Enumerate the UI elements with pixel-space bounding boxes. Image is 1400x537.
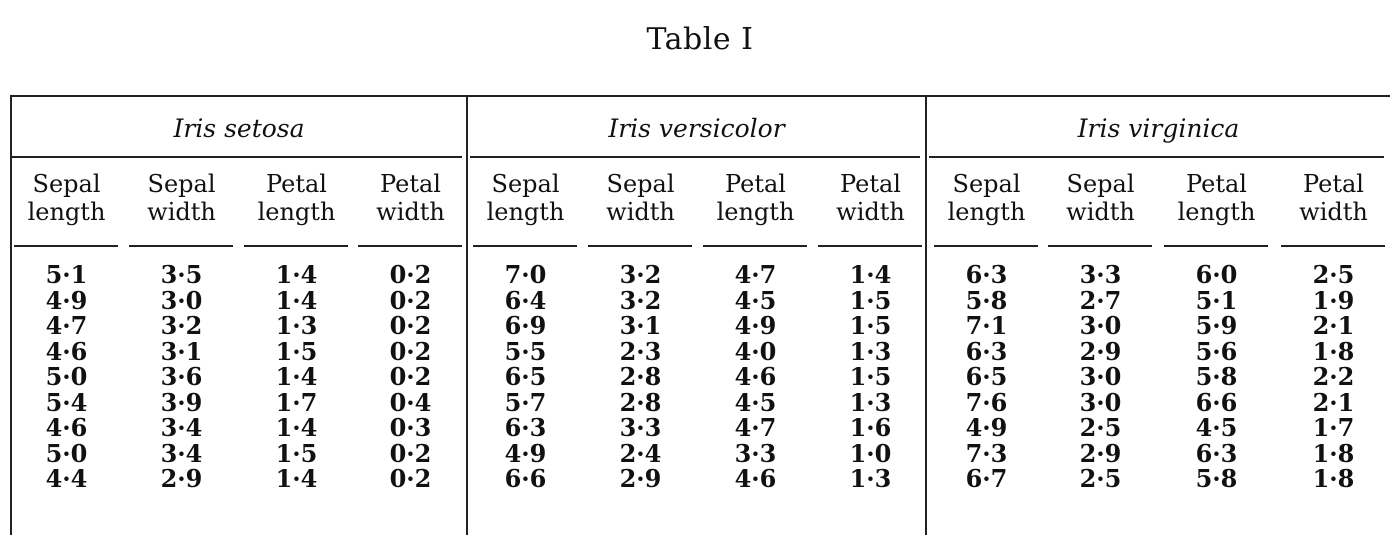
column-header-line: Sepal <box>606 170 675 198</box>
table-cell: 3·3 <box>734 438 777 468</box>
table-cell: 6·3 <box>965 336 1008 366</box>
table-cell: 1·0 <box>849 438 892 468</box>
column-header <box>1044 170 1157 226</box>
table-cell: 4·6 <box>734 464 777 493</box>
column-header-line: Sepal <box>491 170 560 198</box>
table-cell: 1·3 <box>849 387 892 417</box>
group-underline <box>929 156 1384 158</box>
table-cell: 6·9 <box>504 311 547 340</box>
table-cell: 4·7 <box>734 260 777 289</box>
data-column <box>469 262 582 492</box>
table-cell: 4·9 <box>45 285 88 315</box>
column-header-line: Petal <box>840 170 901 198</box>
data-column <box>584 262 697 492</box>
column-header <box>584 170 697 226</box>
table-cell: 0·2 <box>389 336 432 366</box>
group-underline <box>470 156 920 158</box>
table-cell: 3·3 <box>619 413 662 442</box>
table-cell: 6·3 <box>1195 438 1238 468</box>
group-header-setosa: Iris setosa <box>173 113 305 143</box>
column-header <box>930 170 1043 226</box>
table-cell: 1·5 <box>849 362 892 391</box>
table-cell: 2·8 <box>619 362 662 391</box>
column-header-line: Petal <box>266 170 327 198</box>
table-cell: 1·5 <box>849 311 892 340</box>
table-cell: 2·7 <box>1079 285 1122 315</box>
column-header-line: length <box>27 198 106 226</box>
table-cell: 2·4 <box>619 438 662 468</box>
table-cell: 1·4 <box>275 464 318 493</box>
table-cell: 5·5 <box>504 336 547 366</box>
table-cell: 2·1 <box>1312 387 1355 417</box>
table-cell: 1·8 <box>1312 464 1355 493</box>
table-cell: 1·4 <box>275 413 318 442</box>
column-header-rule <box>14 245 118 247</box>
column-header-line: Petal <box>380 170 441 198</box>
column-header-line: length <box>716 198 795 226</box>
table-cell: 5·1 <box>1195 285 1238 315</box>
table-cell: 5·9 <box>1195 311 1238 340</box>
table-cell: 0·2 <box>389 438 432 468</box>
table-cell: 1·5 <box>275 336 318 366</box>
column-header-rule <box>588 245 692 247</box>
table-cell: 3·2 <box>160 311 203 340</box>
column-header-line: length <box>257 198 336 226</box>
column-header-line: width <box>836 198 905 226</box>
data-column <box>10 262 123 492</box>
table-cell: 4·9 <box>504 438 547 468</box>
table-cell: 5·0 <box>45 438 88 468</box>
table-cell: 0·2 <box>389 285 432 315</box>
column-header <box>10 170 123 226</box>
table-cell: 3·3 <box>1079 260 1122 289</box>
table-cell: 7·1 <box>965 311 1008 340</box>
column-header <box>1277 170 1390 226</box>
table-cell: 4·6 <box>734 362 777 391</box>
data-column <box>930 262 1043 492</box>
table-cell: 3·0 <box>1079 362 1122 391</box>
column-header <box>240 170 353 226</box>
column-header-line: width <box>1066 198 1135 226</box>
table-cell: 6·0 <box>1195 260 1238 289</box>
column-header-line: width <box>1299 198 1368 226</box>
table-cell: 3·1 <box>160 336 203 366</box>
table-cell: 2·3 <box>619 336 662 366</box>
table-cell: 6·5 <box>965 362 1008 391</box>
table-cell: 4·4 <box>45 464 88 493</box>
column-header-rule <box>703 245 807 247</box>
data-column <box>1044 262 1157 492</box>
table-cell: 3·4 <box>160 413 203 442</box>
column-header-rule <box>244 245 348 247</box>
table-cell: 2·5 <box>1079 464 1122 493</box>
column-header-line: Sepal <box>147 170 216 198</box>
table-cell: 6·5 <box>504 362 547 391</box>
column-header-line: width <box>376 198 445 226</box>
table-cell: 1·7 <box>1312 413 1355 442</box>
data-column <box>1160 262 1273 492</box>
column-header-line: length <box>947 198 1026 226</box>
table-cell: 1·3 <box>275 311 318 340</box>
table-cell: 6·3 <box>965 260 1008 289</box>
table-cell: 1·4 <box>275 285 318 315</box>
table-cell: 1·6 <box>849 413 892 442</box>
column-header <box>354 170 467 226</box>
table-cell: 3·0 <box>160 285 203 315</box>
data-column <box>1277 262 1390 492</box>
table-cell: 5·8 <box>1195 464 1238 493</box>
table-cell: 2·1 <box>1312 311 1355 340</box>
table-cell: 1·7 <box>275 387 318 417</box>
table-cell: 2·2 <box>1312 362 1355 391</box>
column-header-rule <box>934 245 1038 247</box>
table-cell: 3·9 <box>160 387 203 417</box>
table-cell: 6·4 <box>504 285 547 315</box>
column-header-rule <box>1164 245 1268 247</box>
table-title: Table I <box>646 22 754 57</box>
table-cell: 2·5 <box>1312 260 1355 289</box>
table-cell: 4·6 <box>45 413 88 442</box>
table-cell: 4·7 <box>734 413 777 442</box>
column-header-line: width <box>147 198 216 226</box>
table-cell: 2·9 <box>1079 438 1122 468</box>
table-cell: 3·0 <box>1079 311 1122 340</box>
column-header-line: Petal <box>1303 170 1364 198</box>
table-cell: 1·4 <box>849 260 892 289</box>
table-cell: 2·9 <box>160 464 203 493</box>
table-cell: 3·0 <box>1079 387 1122 417</box>
table-cell: 1·5 <box>849 285 892 315</box>
table-cell: 3·6 <box>160 362 203 391</box>
column-header-line: width <box>606 198 675 226</box>
table-cell: 4·7 <box>45 311 88 340</box>
table-cell: 5·1 <box>45 260 88 289</box>
table-cell: 0·2 <box>389 362 432 391</box>
table-cell: 0·3 <box>389 413 432 442</box>
table-cell: 2·8 <box>619 387 662 417</box>
column-header-line: Petal <box>1186 170 1247 198</box>
data-column <box>699 262 812 492</box>
table-cell: 6·3 <box>504 413 547 442</box>
table-cell: 4·5 <box>734 387 777 417</box>
table-cell: 4·6 <box>45 336 88 366</box>
table-cell: 6·6 <box>504 464 547 493</box>
data-column <box>125 262 238 492</box>
table-cell: 7·3 <box>965 438 1008 468</box>
column-header-rule <box>1281 245 1385 247</box>
column-header <box>699 170 812 226</box>
table-cell: 4·5 <box>734 285 777 315</box>
column-header-line: length <box>486 198 565 226</box>
column-header-rule <box>818 245 922 247</box>
table-cell: 1·3 <box>849 336 892 366</box>
column-header <box>1160 170 1273 226</box>
table-cell: 2·9 <box>619 464 662 493</box>
column-header-line: Petal <box>725 170 786 198</box>
table-cell: 1·9 <box>1312 285 1355 315</box>
table-cell: 0·2 <box>389 311 432 340</box>
table-cell: 4·9 <box>965 413 1008 442</box>
table-cell: 2·9 <box>1079 336 1122 366</box>
table-cell: 0·2 <box>389 260 432 289</box>
table-cell: 3·1 <box>619 311 662 340</box>
column-header-line: Sepal <box>1066 170 1135 198</box>
column-header <box>814 170 927 226</box>
column-header-line: length <box>1177 198 1256 226</box>
table-cell: 5·0 <box>45 362 88 391</box>
column-header-line: Sepal <box>952 170 1021 198</box>
table-cell: 1·8 <box>1312 438 1355 468</box>
table-cell: 3·4 <box>160 438 203 468</box>
table-cell: 7·6 <box>965 387 1008 417</box>
table-cell: 1·3 <box>849 464 892 493</box>
table-cell: 0·4 <box>389 387 432 417</box>
table-cell: 4·0 <box>734 336 777 366</box>
column-header-line: Sepal <box>32 170 101 198</box>
group-header-virginica: Iris virginica <box>1077 113 1240 143</box>
column-header-rule <box>358 245 462 247</box>
table-cell: 5·7 <box>504 387 547 417</box>
table-cell: 4·9 <box>734 311 777 340</box>
data-column <box>240 262 353 492</box>
table-cell: 3·5 <box>160 260 203 289</box>
table-cell: 1·5 <box>275 438 318 468</box>
table-cell: 6·7 <box>965 464 1008 493</box>
table-cell: 5·8 <box>965 285 1008 315</box>
table-cell: 4·5 <box>1195 413 1238 442</box>
data-column <box>814 262 927 492</box>
group-underline <box>12 156 462 158</box>
table-cell: 2·5 <box>1079 413 1122 442</box>
column-header-rule <box>1048 245 1152 247</box>
table-cell: 7·0 <box>504 260 547 289</box>
column-header-rule <box>129 245 233 247</box>
column-header <box>125 170 238 226</box>
table-cell: 0·2 <box>389 464 432 493</box>
table-cell: 3·2 <box>619 285 662 315</box>
table-cell: 1·4 <box>275 260 318 289</box>
column-header-rule <box>473 245 577 247</box>
table-cell: 5·4 <box>45 387 88 417</box>
group-header-versicolor: Iris versicolor <box>608 113 785 143</box>
table-cell: 3·2 <box>619 260 662 289</box>
table-cell: 5·8 <box>1195 362 1238 391</box>
table-cell: 6·6 <box>1195 387 1238 417</box>
table-cell: 1·4 <box>275 362 318 391</box>
table-cell: 1·8 <box>1312 336 1355 366</box>
data-column <box>354 262 467 492</box>
column-header <box>469 170 582 226</box>
table-cell: 5·6 <box>1195 336 1238 366</box>
